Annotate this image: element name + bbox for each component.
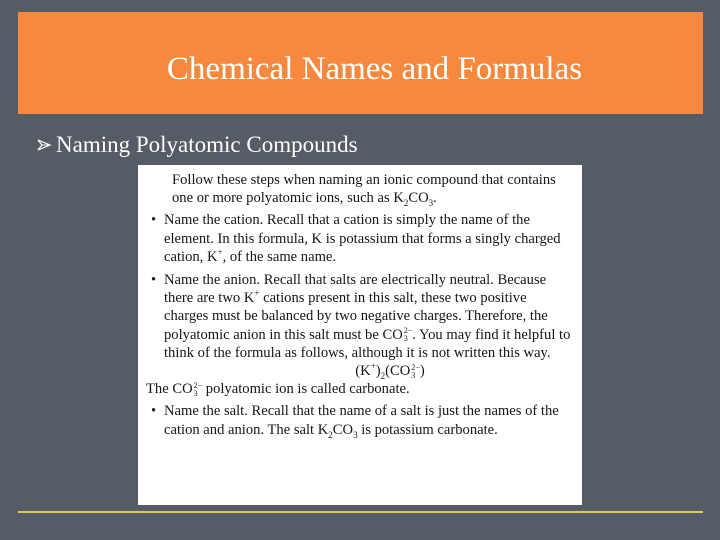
step-text: Name the cation. Recall that a cation is simply the name of the element. In this formula, K is potassium that forms a singly charged cation, K (164, 212, 561, 265)
title-bar (18, 12, 703, 114)
formula-part: ) (419, 363, 425, 380)
formula-k: K (393, 190, 404, 207)
subscript: 3 (193, 388, 198, 398)
superscript: 2− (411, 362, 420, 372)
bullet-icon (36, 138, 52, 152)
charge-index (404, 327, 413, 343)
steps-list-continued (146, 402, 574, 438)
formula-k-subscript: 2 (403, 198, 409, 209)
step-text: . You may find it helpful to think of the formula as follows, although it is not written this way. (164, 326, 571, 361)
superscript: 2− (403, 326, 413, 336)
bullet-dot: • (151, 212, 157, 229)
superscript: + (217, 246, 223, 257)
subscript: 3 (353, 429, 358, 440)
subscript: 2 (328, 429, 333, 440)
intro-paragraph (146, 171, 574, 207)
charge-index (194, 382, 203, 398)
formula-part: (K (355, 363, 371, 380)
superscript: 2− (193, 380, 203, 390)
formula-period: . (433, 190, 437, 207)
textbook-excerpt (138, 165, 582, 505)
superscript: + (370, 361, 376, 372)
formula-part: (CO (385, 363, 411, 380)
closing-text: polyatomic ion is called carbonate. (202, 381, 410, 398)
slide-title: Chemical Names and Formulas (166, 50, 583, 87)
formula-co-subscript: 3 (428, 198, 434, 209)
step-text: cations present in this salt, these two positive charges must be balanced by two negative charges. Therefore, the polyatomic anion in this salt must be CO (164, 290, 548, 343)
charge-index (411, 364, 420, 380)
closing-text: The CO (146, 381, 193, 398)
formula-co: CO (408, 190, 429, 207)
subscript: 2 (380, 370, 386, 381)
intro-text: Follow these steps when naming an ionic compound that contains one or more polyatomic ions, such as (172, 172, 556, 207)
subscript: 3 (403, 334, 408, 344)
subscript: 3 (411, 370, 416, 380)
slide-subtitle-text: Naming Polyatomic Compounds (56, 132, 358, 157)
list-item (146, 211, 574, 266)
intro-formula (393, 190, 437, 209)
list-item (146, 402, 574, 438)
step-text: , of the same name. (222, 248, 337, 265)
step-text: is potassium carbonate. (357, 421, 498, 438)
formula-part: ) (375, 363, 381, 380)
bullet-dot: • (151, 403, 157, 420)
steps-list (146, 211, 574, 362)
step-text: CO (332, 421, 354, 438)
step-text: Name the anion. Recall that salts are electrically neutral. Because there are two K (164, 272, 547, 307)
step-text: Name the salt. Recall that the name of a salt is just the names of the cation and anion. The salt K (164, 403, 559, 438)
bullet-dot: • (151, 272, 157, 289)
formula-display (146, 362, 574, 380)
closing-sentence (146, 380, 574, 398)
footer-divider (18, 511, 703, 513)
slide-subtitle (36, 133, 358, 156)
superscript: + (254, 288, 260, 299)
list-item (146, 271, 574, 362)
